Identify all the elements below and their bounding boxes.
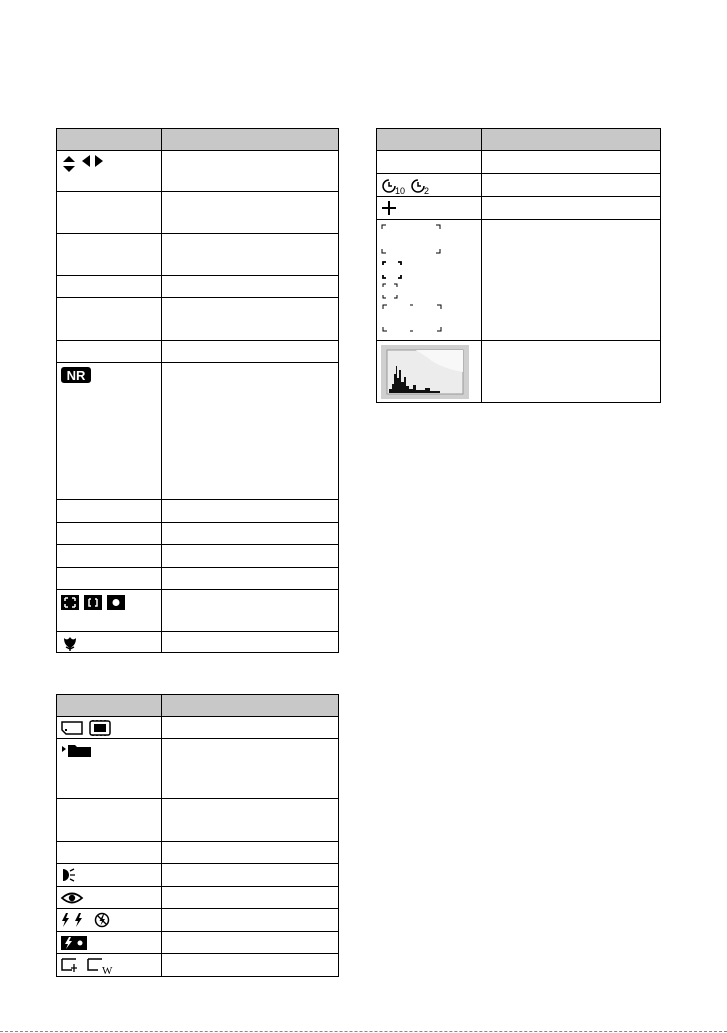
table-header-row: [57, 129, 339, 151]
meaning-cell: [162, 864, 339, 887]
indicator-cell: [377, 151, 482, 174]
af-range-finder-frames-icon: [377, 220, 481, 339]
indicator-cell: [57, 276, 162, 298]
indicator-cell: [57, 864, 162, 887]
meaning-cell: [162, 523, 339, 545]
table-row: [57, 151, 339, 192]
af-illuminator-icon: [57, 864, 161, 883]
table-row: [57, 799, 339, 842]
meaning-cell: [162, 739, 339, 799]
meaning-cell: [482, 197, 661, 220]
red-eye-reduction-icon: [57, 887, 161, 906]
table-row: [377, 220, 661, 341]
table-row: [377, 341, 661, 403]
arrows-updown-leftright-icon: [57, 151, 161, 182]
macro-tulip-icon: [57, 632, 161, 651]
table-row: [57, 341, 339, 363]
meaning-cell: [162, 500, 339, 523]
self-timer-icons: [377, 174, 481, 195]
table-row: [57, 954, 339, 977]
meaning-cell: [162, 799, 339, 842]
indicator-cell: [57, 568, 162, 590]
indicator-cell: [57, 887, 162, 909]
meaning-cell: [162, 632, 339, 653]
table-row: [377, 174, 661, 197]
flash-mode-icons: [57, 909, 161, 928]
meaning-cell: [162, 545, 339, 568]
histogram-icon: [377, 341, 481, 400]
indicator-cell: [57, 545, 162, 568]
table-row: [57, 523, 339, 545]
meaning-cell: [162, 341, 339, 363]
indicator-cell: [57, 632, 162, 653]
column-header-indicator: [57, 129, 162, 151]
indicator-cell: [377, 197, 482, 220]
svg-text:NR: NR: [66, 368, 86, 383]
table-row: [57, 842, 339, 864]
meaning-cell: [162, 590, 339, 632]
table-row: [57, 545, 339, 568]
table-2: [56, 694, 339, 977]
meaning-cell: [482, 174, 661, 197]
table-1: [56, 128, 339, 653]
meaning-cell: [162, 717, 339, 739]
meaning-cell: [162, 954, 339, 977]
indicator-cell: [57, 363, 162, 500]
meaning-cell: [162, 151, 339, 192]
indicator-cell: [57, 842, 162, 864]
table-row: [57, 234, 339, 276]
table-row: [57, 932, 339, 954]
indicator-cell: [57, 151, 162, 192]
table-row: [57, 276, 339, 298]
memory-card-internal-memory-icons: [57, 717, 161, 736]
indicator-cell: [57, 590, 162, 632]
meaning-cell: [162, 298, 339, 341]
meaning-cell: [482, 220, 661, 341]
table-row: [377, 197, 661, 220]
indicator-cell: [57, 341, 162, 363]
indicator-cell: [57, 954, 162, 977]
table-row: [57, 887, 339, 909]
table-row: [57, 192, 339, 234]
column-header-meaning: [162, 129, 339, 151]
spot-metering-crosshair-icon: [377, 197, 481, 216]
indicator-cell: [57, 799, 162, 842]
indicator-cell: [57, 739, 162, 799]
svg-text:10: 10: [395, 186, 406, 195]
table-row: [57, 739, 339, 799]
table-row: [57, 363, 339, 500]
table-row: [57, 717, 339, 739]
column-header-indicator: [57, 695, 162, 717]
indicator-cell: [57, 234, 162, 276]
meaning-cell: [482, 341, 661, 403]
meaning-cell: [162, 192, 339, 234]
column-header-meaning: [162, 695, 339, 717]
svg-text:2: 2: [424, 186, 430, 195]
meaning-cell: [162, 363, 339, 500]
table-row: [57, 632, 339, 653]
indicator-cell: [377, 341, 482, 403]
meaning-cell: [162, 909, 339, 932]
table-3: [376, 128, 661, 403]
meaning-cell: [162, 887, 339, 909]
meaning-cell: [162, 234, 339, 276]
column-header-indicator: [377, 129, 482, 151]
indicator-cell: [57, 717, 162, 739]
meaning-cell: [162, 932, 339, 954]
table-row: [57, 568, 339, 590]
indicator-cell: [57, 298, 162, 341]
indicator-cell: [57, 192, 162, 234]
meaning-cell: [162, 568, 339, 590]
meaning-cell: [482, 151, 661, 174]
meaning-cell: [162, 276, 339, 298]
metering-mode-icons: [57, 590, 161, 613]
table-row: [57, 909, 339, 932]
nr-noise-reduction-icon: [57, 363, 161, 384]
indicator-cell: [377, 174, 482, 197]
table-row: [377, 151, 661, 174]
table-row: [57, 500, 339, 523]
column-header-meaning: [482, 129, 661, 151]
zoom-scaling-icons: [57, 954, 161, 975]
indicator-cell: [377, 220, 482, 341]
table-row: [57, 298, 339, 341]
recording-folder-icon: [57, 739, 161, 758]
indicator-cell: [57, 523, 162, 545]
indicator-cell: [57, 500, 162, 523]
table-row: [57, 864, 339, 887]
svg-text:W: W: [102, 965, 113, 975]
meaning-cell: [162, 842, 339, 864]
page-bottom-divider: [0, 1031, 727, 1032]
indicator-cell: [57, 909, 162, 932]
indicator-cell: [57, 932, 162, 954]
table-header-row: [57, 695, 339, 717]
flash-charging-icon: [57, 932, 161, 951]
table-row: [57, 590, 339, 632]
table-header-row: [377, 129, 661, 151]
